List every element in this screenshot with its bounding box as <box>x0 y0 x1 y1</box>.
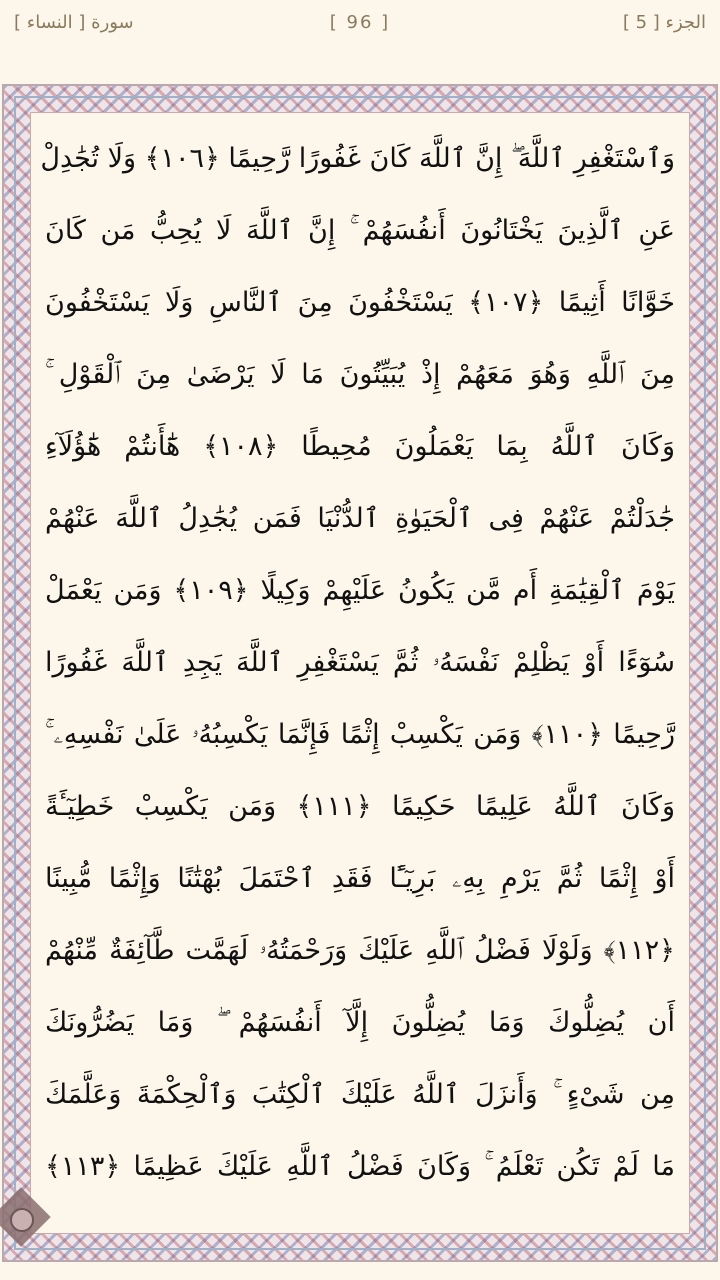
verse-line-8[interactable]: سُوٓءًا أَوْ يَظْلِمْ نَفْسَهُۥ ثُمَّ يَسْتَغْفِرِ ٱللَّهَ يَجِدِ ٱللَّهَ غَفُورًا <box>45 647 675 678</box>
verse-line-2[interactable]: عَنِ ٱلَّذِينَ يَخْتَانُونَ أَنفُسَهُمْ ۚ إِنَّ ٱللَّهَ لَا يُحِبُّ مَن كَانَ <box>45 215 675 246</box>
verse-line-3[interactable]: خَوَّانًا أَثِيمًا ﴿١٠٧﴾ يَسْتَخْفُونَ مِنَ ٱلنَّاسِ وَلَا يَسْتَخْفُونَ <box>45 287 675 318</box>
surah-label: سورة [ النساء ] <box>14 12 134 33</box>
quran-text-area[interactable] <box>30 112 690 1234</box>
verse-line-14[interactable]: مِن شَىْءٍ ۚ وَأَنزَلَ ٱللَّهُ عَلَيْكَ ٱلْكِتَٰبَ وَٱلْحِكْمَةَ وَعَلَّمَكَ <box>45 1079 675 1110</box>
verse-line-9[interactable]: رَّحِيمًا ﴿١١٠﴾ وَمَن يَكْسِبْ إِثْمًا فَإِنَّمَا يَكْسِبُهُۥ عَلَىٰ نَفْسِهِۦ ۚ <box>45 719 675 750</box>
verse-line-11[interactable]: أَوْ إِثْمًا ثُمَّ يَرْمِ بِهِۦ بَرِيٓـًٔا فَقَدِ ٱحْتَمَلَ بُهْتَٰنًا وَإِثْمًا مُّبِينًا <box>45 863 675 894</box>
bookmark-dot-icon <box>10 1208 34 1232</box>
page-header <box>0 0 720 50</box>
verse-line-4[interactable]: مِنَ ٱللَّهِ وَهُوَ مَعَهُمْ إِذْ يُبَيِّتُونَ مَا لَا يَرْضَىٰ مِنَ ٱلْقَوْلِ ۚ <box>45 359 675 390</box>
verse-lines <box>31 113 689 1233</box>
verse-line-5[interactable]: وَكَانَ ٱللَّهُ بِمَا يَعْمَلُونَ مُحِيطًا ﴿١٠٨﴾ هَٰٓأَنتُمْ هَٰٓؤُلَآءِ <box>45 431 675 462</box>
page-number: [ 96 ] <box>329 12 391 33</box>
verse-line-7[interactable]: يَوْمَ ٱلْقِيَٰمَةِ أَم مَّن يَكُونُ عَلَيْهِمْ وَكِيلًا ﴿١٠٩﴾ وَمَن يَعْمَلْ <box>45 575 676 606</box>
verse-line-1[interactable]: وَٱسْتَغْفِرِ ٱللَّهَ ۖ إِنَّ ٱللَّهَ كَانَ غَفُورًا رَّحِيمًا ﴿١٠٦﴾ وَلَا تُجَٰدِلْ <box>40 143 675 174</box>
verse-line-13[interactable]: أَن يُضِلُّوكَ وَمَا يُضِلُّونَ إِلَّآ أَنفُسَهُمْ ۖ وَمَا يَضُرُّونَكَ <box>45 1007 675 1038</box>
verse-line-10[interactable]: وَكَانَ ٱللَّهُ عَلِيمًا حَكِيمًا ﴿١١١﴾ وَمَن يَكْسِبْ خَطِيٓـَٔةً <box>45 791 675 822</box>
ornamental-frame <box>2 84 718 1262</box>
verse-line-6[interactable]: جَٰدَلْتُمْ عَنْهُمْ فِى ٱلْحَيَوٰةِ ٱلدُّنْيَا فَمَن يُجَٰدِلُ ٱللَّهَ عَنْهُمْ <box>45 503 675 534</box>
verse-line-15[interactable]: مَا لَمْ تَكُن تَعْلَمُ ۚ وَكَانَ فَضْلُ ٱللَّهِ عَلَيْكَ عَظِيمًا ﴿١١٣﴾ <box>45 1151 675 1182</box>
juz-label: الجزء [ 5 ] <box>622 12 706 33</box>
verse-line-12[interactable]: ﴿١١٢﴾ وَلَوْلَا فَضْلُ ٱللَّهِ عَلَيْكَ وَرَحْمَتُهُۥ لَهَمَّت طَّآئِفَةٌ مِّنْهُمْ <box>45 935 675 966</box>
